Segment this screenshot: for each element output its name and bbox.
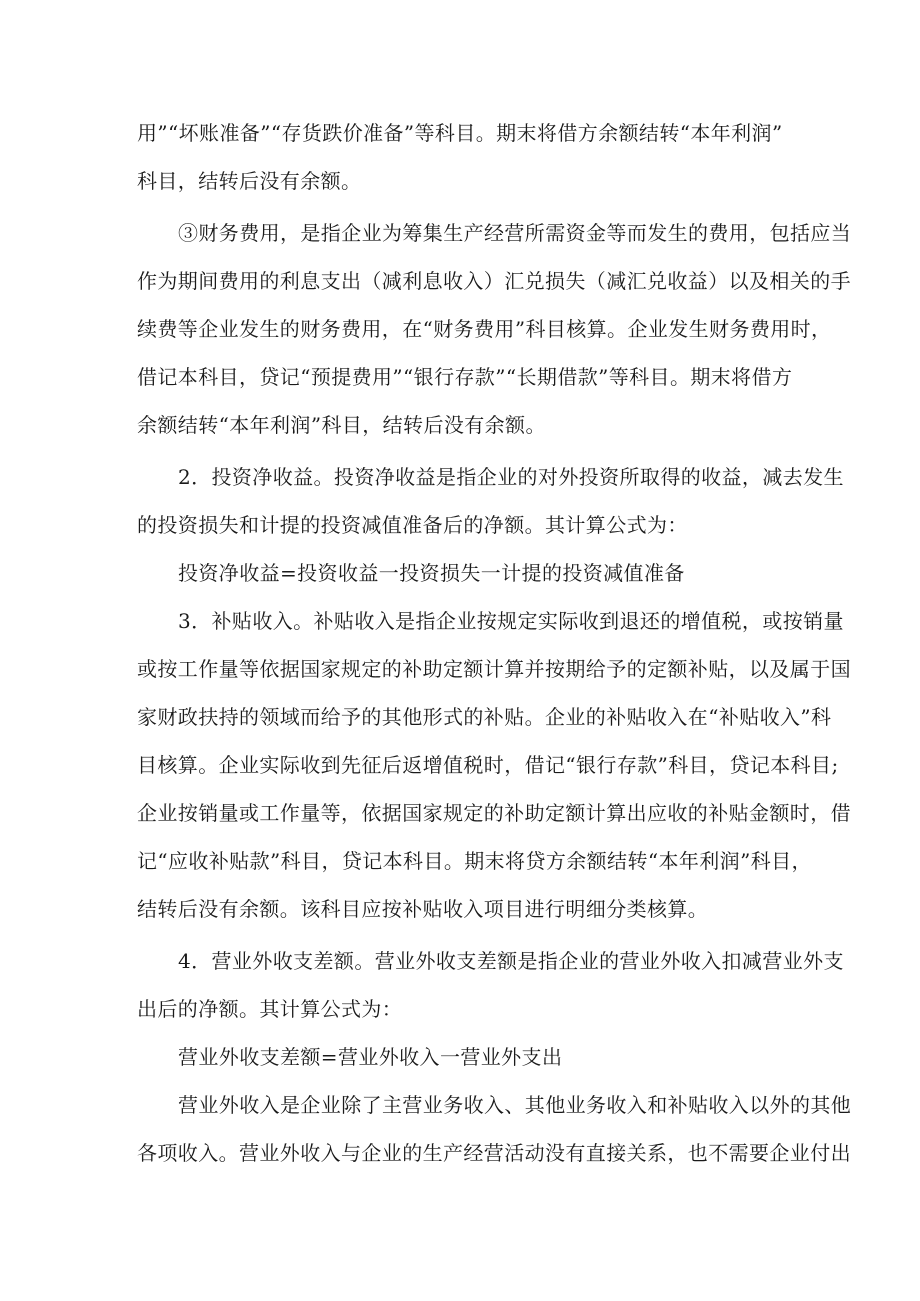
- formula-line: 营业外收支差额=营业外收入一营业外支出: [178, 1045, 563, 1069]
- text-line: 企业按销量或工作量等，依据国家规定的补助定额计算出应收的补贴金额时，借: [137, 801, 851, 825]
- text-line: 作为期间费用的利息支出（减利息收入）汇兑损失（减汇兑收益）以及相关的手: [137, 269, 851, 293]
- formula-line: 投资净收益=投资收益一投资损失一计提的投资减值准备: [178, 561, 685, 585]
- text-line: 借记本科目，贷记“预提费用”“银行存款”“长期借款”等科目。期末将借方: [137, 365, 793, 389]
- text-line: 结转后没有余额。该科目应按补贴收入项目进行明细分类核算。: [137, 897, 709, 921]
- text-line: 用”“坏账准备”“存货跌价准备”等科目。期末将借方余额结转“本年利润”: [137, 121, 783, 145]
- text-line: 3．补贴收入。补贴收入是指企业按规定实际收到退还的增值税，或按销量: [178, 609, 844, 633]
- text-line: 记“应收补贴款”科目，贷记本科目。期末将贷方余额结转“本年利润”科目，: [137, 849, 812, 873]
- text-line: 营业外收入是企业除了主营业务收入、其他业务收入和补贴收入以外的其他: [178, 1093, 852, 1117]
- text-line: 各项收入。营业外收入与企业的生产经营活动没有直接关系，也不需要企业付出: [137, 1141, 851, 1165]
- text-line: 或按工作量等依据国家规定的补助定额计算并按期给予的定额补贴，以及属于国: [137, 657, 851, 681]
- text-line: 4．营业外收支差额。营业外收支差额是指企业的营业外收入扣减营业外支: [178, 949, 844, 973]
- text-line: 余额结转“本年利润”科目，结转后没有余额。: [137, 413, 546, 437]
- text-line: 的投资损失和计提的投资减值准备后的净额。其计算公式为：: [137, 513, 688, 537]
- text-line: 目核算。企业实际收到先征后返增值税时，借记“银行存款”科目，贷记本科目;: [137, 753, 839, 777]
- text-line: 科目，结转后没有余额。: [137, 169, 362, 193]
- text-line: 续费等企业发生的财务费用，在“财务费用”科目核算。企业发生财务费用时，: [137, 317, 832, 341]
- text-line: 出后的净额。其计算公式为：: [137, 997, 403, 1021]
- text-line: 2．投资净收益。投资净收益是指企业的对外投资所取得的收益，减去发生: [178, 465, 844, 489]
- text-line: ③财务费用，是指企业为筹集生产经营所需资金等而发生的费用，包括应当: [178, 221, 852, 245]
- text-line: 家财政扶持的领域而给予的其他形式的补贴。企业的补贴收入在“补贴收入”科: [137, 705, 832, 729]
